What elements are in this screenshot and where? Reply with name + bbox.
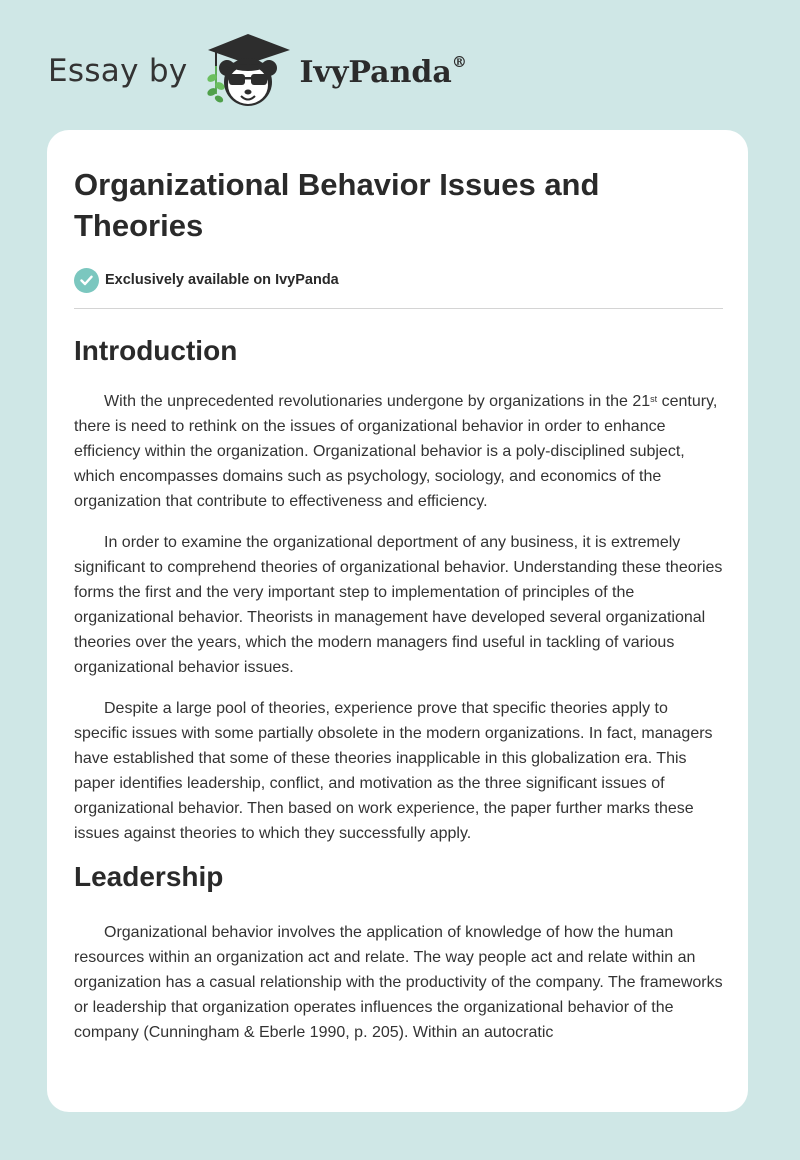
essay-title: Organizational Behavior Issues and Theories — [74, 167, 600, 243]
section-heading-introduction: Introduction — [74, 335, 238, 366]
exclusive-badge — [74, 266, 723, 294]
paragraph: Despite a large pool of theories, experience prove that specific theories apply to specific issues with some partially obsolete in the modern organizations. In fact, managers have established that some of these theories inapplicable in this globalization era. This paper identifies leadership, conflict, and motivation as the three significant issues of organizational behavior. Then based on work experience, the paper further marks these issues against theories to which they successfully apply. — [74, 700, 713, 842]
section-heading-leadership: Leadership — [74, 861, 224, 892]
brand-name[interactable]: IvyPanda® — [299, 52, 467, 90]
essay-card — [47, 130, 748, 1112]
paragraph: With the unprecedented revolutionaries undergone by organizations in the 21st century, there is need to rethink on the issues of organizational behavior in order to enhance efficiency within the organization. Organizational behavior is a poly-disciplined subject, which encompasses domains such as psychology, sociology, and economics of the organization that contribute to effectiveness and efficiency. — [74, 393, 718, 510]
essay-by-label: Essay by — [48, 53, 188, 89]
panda-graduation-cap-icon[interactable] — [202, 30, 294, 110]
paragraph: Organizational behavior involves the application of knowledge of how the human resources within an organization act and relate. The way people act and relate within an organization has a casual relationship with the productivity of the company. The frameworks or leadership that organization operates influences the organizational behavior of the company (Cunningham & Eberle 1990, p. 205). Within an autocratic — [74, 924, 723, 1041]
paragraph: In order to examine the organizational deportment of any business, it is extremely significant to comprehend theories of organizational behavior. Understanding these theories forms the first and the very important step to implementation of principles of the organizational behavior. Theorists in management have developed several organizational theories over the years, which the modern managers find useful in tackling of various organizational behavior issues. — [74, 534, 723, 676]
check-icon — [74, 268, 99, 293]
essay-content — [74, 160, 723, 1045]
divider — [74, 308, 723, 309]
registered-mark: ® — [451, 52, 467, 71]
exclusive-badge-label: Exclusively available on IvyPanda — [105, 272, 339, 288]
site-header — [48, 30, 467, 110]
